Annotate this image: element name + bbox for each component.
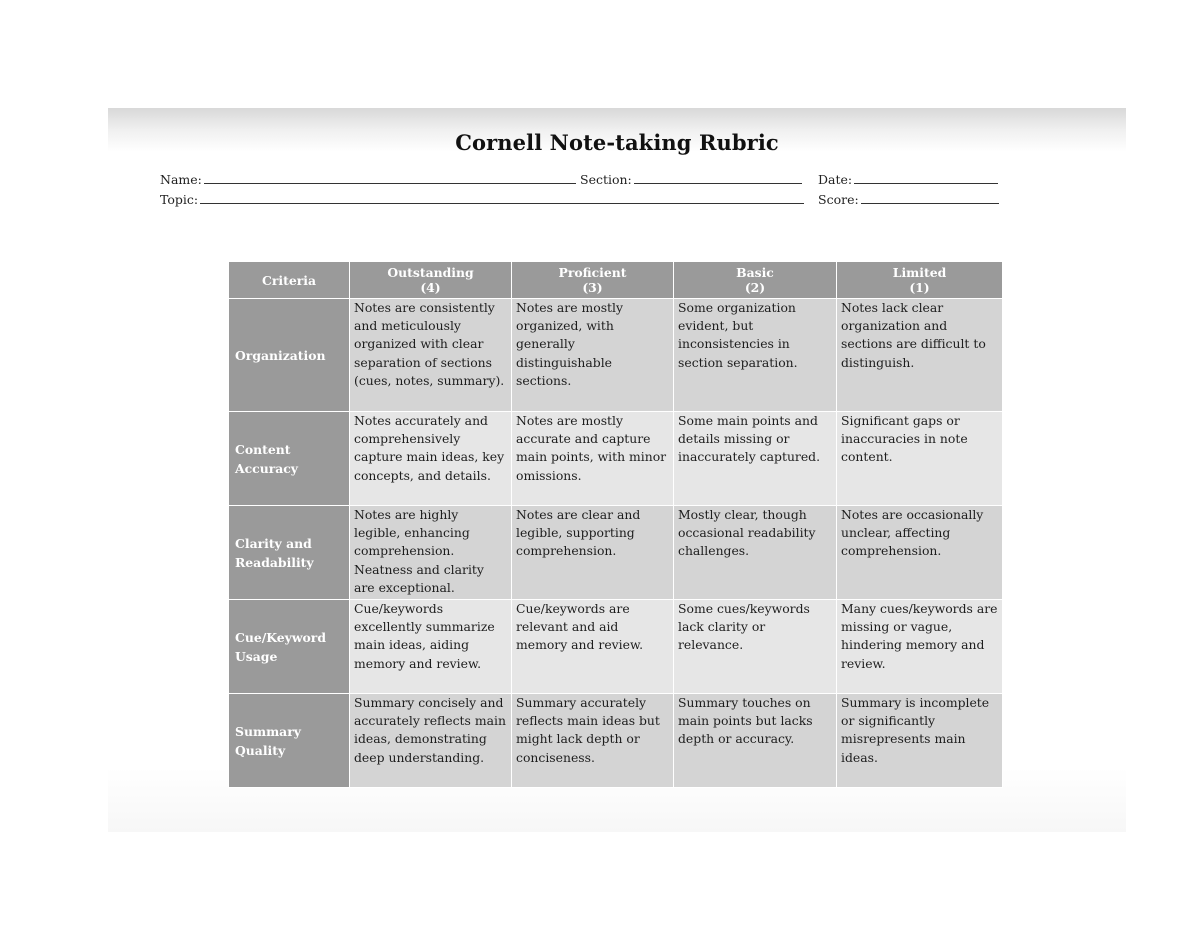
header-points: (3) — [582, 280, 603, 295]
date-label: Date: — [818, 172, 853, 187]
cell-limited: Significant gaps or inaccuracies in note content. — [837, 412, 1003, 506]
table-row — [229, 694, 1003, 788]
table-row — [229, 600, 1003, 694]
section-field[interactable] — [580, 172, 802, 187]
header-points: (1) — [909, 280, 930, 295]
cell-basic: Summary touches on main points but lacks depth or accuracy. — [674, 694, 837, 788]
cell-limited: Summary is incomplete or significantly misrepresents main ideas. — [837, 694, 1003, 788]
table-row — [229, 299, 1003, 412]
header-criteria: Criteria — [229, 262, 350, 299]
score-label: Score: — [818, 192, 859, 207]
cell-proficient: Notes are mostly organized, with generally distinguishable sections. — [512, 299, 674, 412]
name-blank-line[interactable] — [204, 172, 576, 184]
cell-basic: Some cues/keywords lack clarity or relevance. — [674, 600, 837, 694]
header-points: (2) — [744, 280, 766, 295]
date-field[interactable] — [818, 172, 998, 187]
header-label: Proficient — [558, 265, 627, 280]
criterion-clarity-readability: Clarity and Readability — [229, 506, 350, 600]
cell-proficient: Notes are mostly accurate and capture main points, with minor omissions. — [512, 412, 674, 506]
name-field[interactable] — [160, 172, 576, 187]
header-label: Limited — [892, 265, 947, 280]
table-row — [229, 506, 1003, 600]
cell-limited: Many cues/keywords are missing or vague, hindering memory and review. — [837, 600, 1003, 694]
header-limited — [837, 262, 1003, 299]
criterion-organization: Organization — [229, 299, 350, 412]
header-fields-row-2 — [160, 192, 1005, 210]
topic-blank-line[interactable] — [200, 192, 804, 204]
header-label: Outstanding — [387, 265, 474, 280]
cell-proficient: Cue/keywords are relevant and aid memory and review. — [512, 600, 674, 694]
header-points: (4) — [420, 280, 441, 295]
cell-proficient: Notes are clear and legible, supporting comprehension. — [512, 506, 674, 600]
section-label: Section: — [580, 172, 632, 187]
cell-outstanding: Summary concisely and accurately reflects main ideas, demonstrating deep understanding. — [350, 694, 512, 788]
rubric-page — [108, 108, 1126, 832]
criterion-content-accuracy: Content Accuracy — [229, 412, 350, 506]
cell-limited: Notes lack clear organization and sections are difficult to distinguish. — [837, 299, 1003, 412]
cell-outstanding: Notes are consistently and meticulously organized with clear separation of sections (cues, notes, summary). — [350, 299, 512, 412]
cell-basic: Some organization evident, but inconsistencies in section separation. — [674, 299, 837, 412]
cell-limited: Notes are occasionally unclear, affecting comprehension. — [837, 506, 1003, 600]
cell-outstanding: Notes accurately and comprehensively capture main ideas, key concepts, and details. — [350, 412, 512, 506]
table-row — [229, 412, 1003, 506]
header-fields-row-1 — [160, 172, 1005, 190]
document-title: Cornell Note-taking Rubric — [455, 130, 779, 155]
header-proficient — [512, 262, 674, 299]
topic-field[interactable] — [160, 192, 804, 207]
date-blank-line[interactable] — [854, 172, 998, 184]
cell-basic: Mostly clear, though occasional readability challenges. — [674, 506, 837, 600]
rubric-table — [228, 261, 1003, 788]
cell-basic: Some main points and details missing or inaccurately captured. — [674, 412, 837, 506]
cell-outstanding: Cue/keywords excellently summarize main ideas, aiding memory and review. — [350, 600, 512, 694]
name-label: Name: — [160, 172, 202, 187]
header-label: Basic — [736, 265, 774, 280]
score-field[interactable] — [818, 192, 999, 207]
criterion-cue-keyword-usage: Cue/Keyword Usage — [229, 600, 350, 694]
topic-label: Topic: — [160, 192, 199, 207]
rubric-header-row — [229, 262, 1003, 299]
header-basic — [674, 262, 837, 299]
header-outstanding — [350, 262, 512, 299]
section-blank-line[interactable] — [634, 172, 802, 184]
cell-outstanding: Notes are highly legible, enhancing comprehension. Neatness and clarity are exceptional. — [350, 506, 512, 600]
score-blank-line[interactable] — [861, 192, 999, 204]
cell-proficient: Summary accurately reflects main ideas but might lack depth or conciseness. — [512, 694, 674, 788]
criterion-summary-quality: Summary Quality — [229, 694, 350, 788]
